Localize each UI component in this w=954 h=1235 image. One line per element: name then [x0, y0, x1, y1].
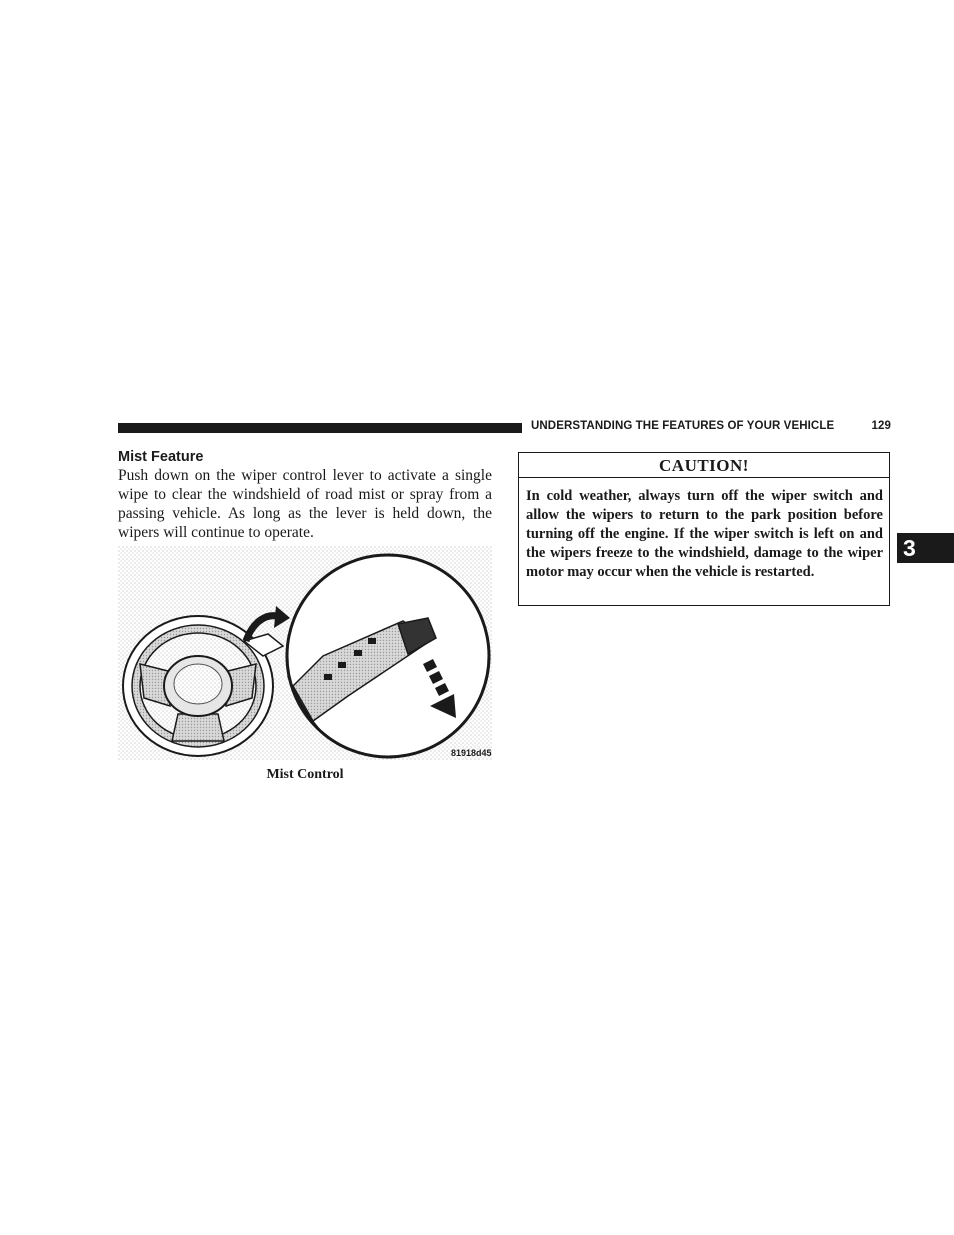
caution-text: In cold weather, always turn off the wiper switch and allow the wipers to return to the park position before turning off the engine. If the wiper switch is left on and the wipers freeze to the windshield, damage to the wiper motor may occur when the vehicle is restarted. [526, 488, 883, 580]
mist-control-illustration [118, 546, 492, 760]
caution-title: CAUTION! [519, 453, 889, 478]
section-heading: Mist Feature [118, 449, 204, 465]
figure-caption: Mist Control [266, 767, 344, 782]
running-header [531, 420, 891, 432]
chapter-tab: 3 [897, 533, 954, 563]
section-body: Push down on the wiper control lever to activate a single wipe to clear the windshield of road mist or spray from a passing vehicle. As long as the lever is held down, the wipers will continue to operate. [118, 467, 492, 541]
figure-code: 81918d45 [451, 748, 492, 758]
page-number: 129 [871, 420, 891, 432]
illustration-graphic [118, 546, 492, 760]
magnified-view-circle [287, 555, 489, 757]
caution-box [518, 452, 890, 606]
header-rule [118, 423, 522, 433]
header-title: UNDERSTANDING THE FEATURES OF YOUR VEHICLE [531, 420, 835, 432]
